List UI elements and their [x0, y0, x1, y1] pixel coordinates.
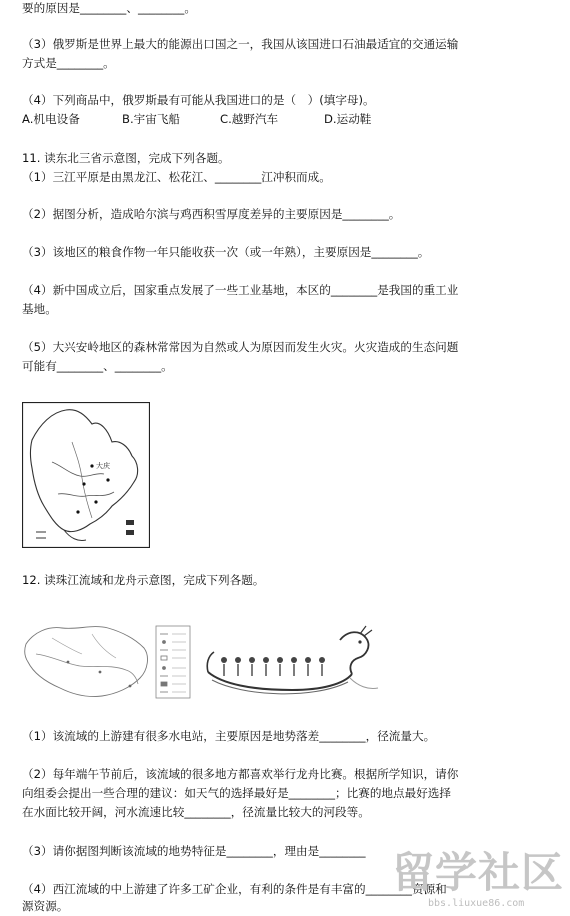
watermark-brand: 留学社区: [392, 848, 565, 897]
northeast-china-map: [22, 402, 150, 548]
q10-2-answer-line: 要的原因是________、________。: [22, 1, 196, 15]
q11-1: （1）三江平原是由黑龙江、松花江、________江冲积而成。: [22, 170, 331, 184]
q10-4-question: （4）下列商品中，俄罗斯最有可能从我国进口的是（ ）(填字母)。: [22, 93, 375, 107]
daqing-label: 大庆: [96, 462, 110, 470]
q12-4-line-1: （4）西江流域的中上游建了许多工矿企业，有利的条件是有丰富的________资源和: [22, 882, 447, 896]
q12-1: （1）该流域的上游建有很多水电站，主要原因是地势落差________，径流量大。: [22, 729, 436, 743]
q12-2-line-1: （2）每年端午节前后，该流域的很多地方都喜欢举行龙舟比赛。根据所学知识，请你: [22, 767, 459, 781]
q10-3-line-2: 方式是________。: [22, 56, 115, 70]
option-c: C.越野汽车: [220, 112, 279, 126]
q11-2: （2）据图分析，造成哈尔滨与鸡西积雪厚度差异的主要原因是________。: [22, 207, 401, 221]
q11-5-line-1: （5）大兴安岭地区的森林常常因为自然或人为原因而发生火灾。火灾造成的生态问题: [22, 340, 459, 354]
option-b: B.宇宙飞船: [122, 112, 181, 126]
q11-3: （3）该地区的粮食作物一年只能收获一次（或一年熟），主要原因是________。: [22, 245, 430, 259]
watermark-url: bbs.liuxue86.com: [428, 898, 525, 909]
q12-heading: 12. 读珠江流域和龙舟示意图，完成下列各题。: [22, 573, 265, 587]
q11-4-line-1: （4）新中国成立后，国家重点发展了一些工业基地，本区的________是我国的重工业: [22, 283, 459, 297]
q12-4-line-2: 源资源。: [22, 899, 69, 913]
q10-4-options: [22, 111, 371, 128]
site-watermark: [392, 850, 564, 912]
dragon-head-icon: [340, 632, 368, 674]
q12-2-line-2: 向组委会提出一些合理的建议：如天气的选择最好是________；比赛的地点最好选择: [22, 786, 451, 800]
q12-3: （3）请你据图判断该流域的地势特征是________，理由是________: [22, 844, 366, 858]
q10-3-line-1: （3）俄罗斯是世界上最大的能源出口国之一，我国从该国进口石油最适宜的交通运输: [22, 37, 459, 51]
pearl-river-basin-map: [22, 614, 200, 712]
option-a: A.机电设备: [22, 112, 80, 126]
map-legend: [156, 626, 190, 698]
q11-4-line-2: 基地。: [22, 302, 57, 316]
q11-5-line-2: 可能有________、________。: [22, 359, 173, 373]
q12-2-line-3: 在水面比较开阔，河水流速比较________，径流量比较大的河段等。: [22, 805, 370, 819]
option-d: D.运动鞋: [324, 112, 372, 126]
q11-heading: 11. 读东北三省示意图，完成下列各题。: [22, 151, 230, 165]
dragon-boat-illustration: [202, 620, 382, 716]
